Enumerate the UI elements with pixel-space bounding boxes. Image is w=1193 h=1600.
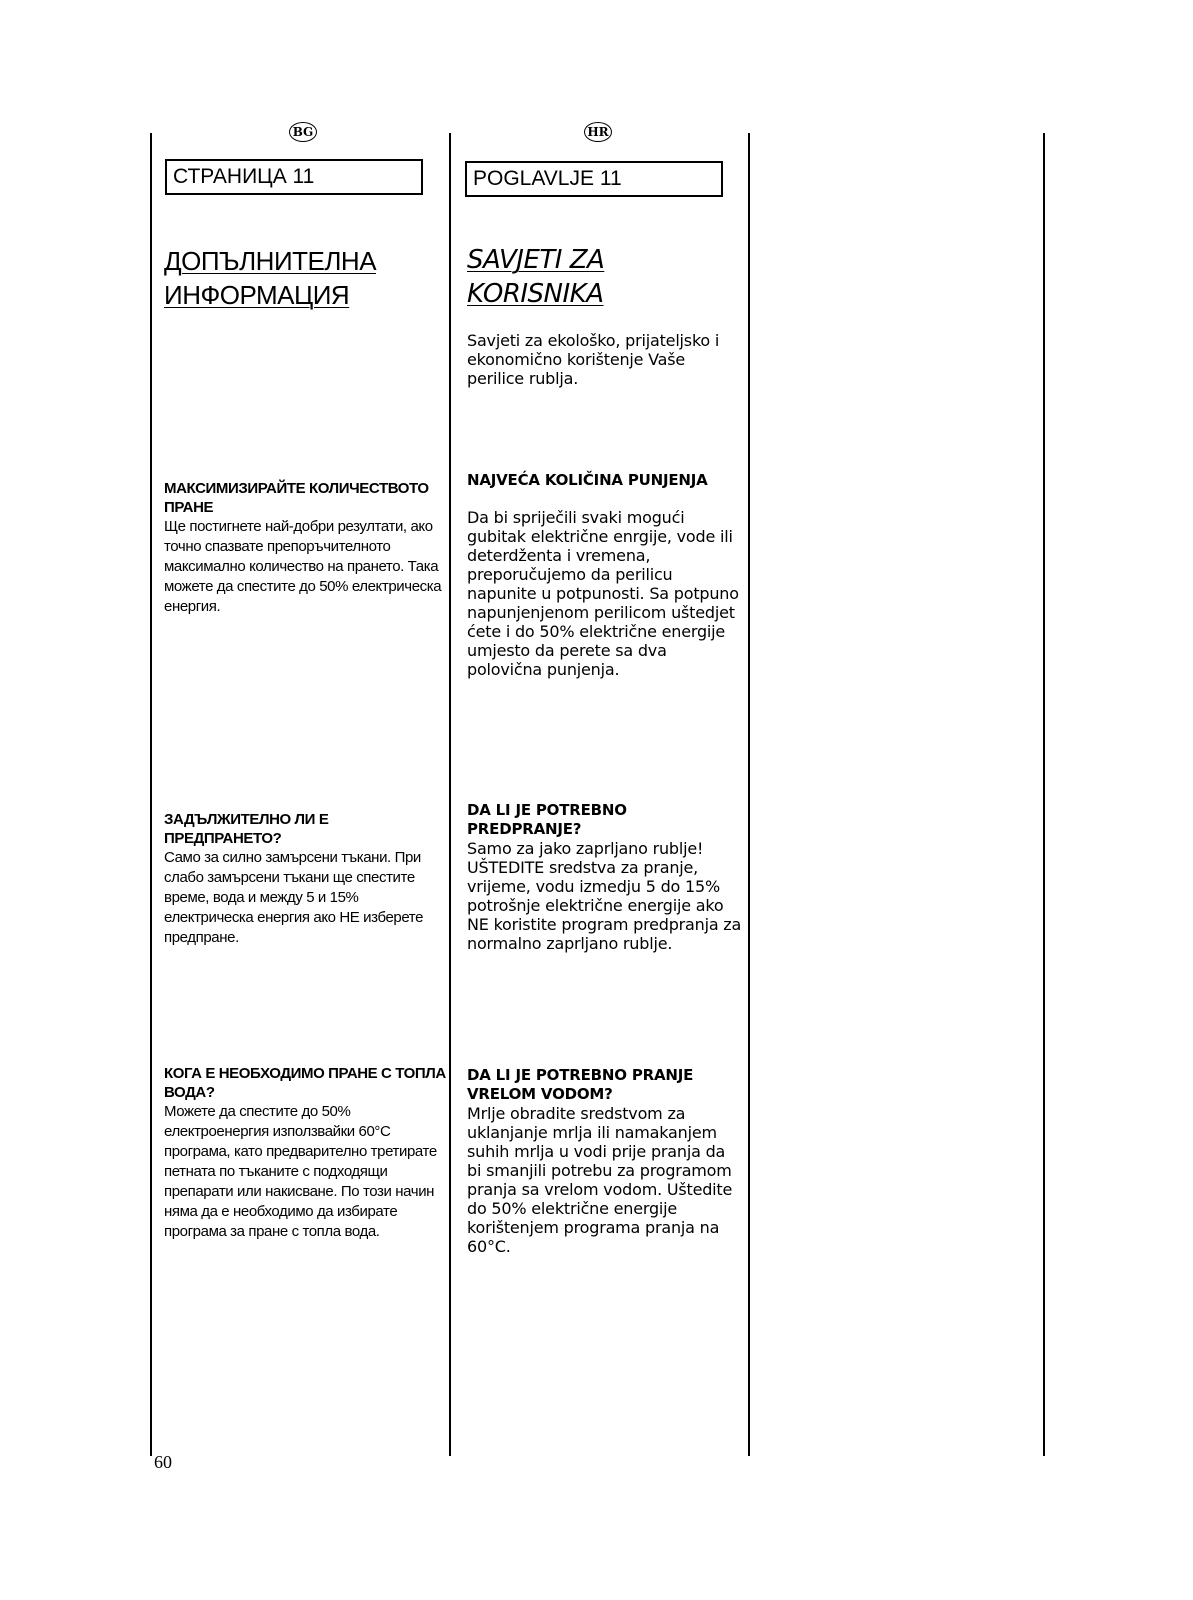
column-rule-3 <box>748 133 750 1456</box>
language-badge-bg: BG <box>289 122 317 142</box>
column-rule-4 <box>1043 133 1045 1456</box>
hr-title-line1: SAVJETI ZA <box>467 245 605 275</box>
hr-section-body: Samo za jako zaprljano rublje! UŠTEDITE sredstva za pranje, vrijeme, vodu izmedju 5 do 15% potrošnje električne energije ako NE koristite program predpranja za normalno zaprljano rublje. <box>467 839 742 953</box>
bg-section-heading: МАКСИМИЗИРАЙТЕ КОЛИЧЕСТВОТО ПРАНЕ <box>164 480 429 516</box>
hr-intro: Savjeti za ekološko, prijateljsko i ekonomično korištenje Vaše perilice rublja. <box>467 331 720 388</box>
chapter-box-bg: СТРАНИЦА 11 <box>165 159 423 195</box>
column-rule-1 <box>150 133 152 1456</box>
bg-section-hot-wash <box>164 1064 446 1242</box>
hr-section-heading: NAJVEĆA KOLIČINA PUNJENJA <box>467 471 708 489</box>
bg-section-body: Можете да спестите до 50% електроенергия използвайки 60°C програма, като предварително третирате петната по тъканите с подходящи препарати или накисване. По този начин няма да е необходимо да избирате програма за пране с топла вода. <box>164 1103 437 1240</box>
hr-section-prewash <box>467 801 743 953</box>
hr-section-heading: DA LI JE POTREBNO PREDPRANJE? <box>467 801 627 838</box>
bg-title-line2: ИНФОРМАЦИЯ <box>164 280 350 310</box>
column-rule-2 <box>449 133 451 1456</box>
hr-section-max-load <box>467 471 743 679</box>
chapter-box-hr: POGLAVLJE 11 <box>465 161 723 197</box>
bg-section-heading: ЗАДЪЛЖИТЕЛНО ЛИ Е ПРЕДПРАНЕТО? <box>164 811 329 847</box>
bg-section-max-load <box>164 479 446 617</box>
bg-section-body: Само за силно замърсени тъкани. При слабо замърсени тъкани ще спестите време, вода и между 5 и 15% електрическа енергия ако НЕ изберете предпране. <box>164 849 424 946</box>
hr-title-line2: KORISNIKA <box>467 279 604 309</box>
bg-title <box>164 244 446 312</box>
hr-title <box>467 243 749 311</box>
hr-section-heading: DA LI JE POTREBNO PRANJE VRELOM VODOM? <box>467 1066 694 1103</box>
language-badge-hr: HR <box>584 122 612 142</box>
bg-section-prewash <box>164 810 446 948</box>
page-number: 60 <box>154 1452 172 1472</box>
bg-title-line1: ДОПЪЛНИТЕЛНА <box>164 246 377 276</box>
bg-section-heading: КОГА Е НЕОБХОДИМО ПРАНЕ С ТОПЛА ВОДА? <box>164 1065 446 1101</box>
bg-section-body: Ще постигнете най-добри резултати, ако точно спазвате препоръчителното максимално количество на прането. Така можете да спестите до 50% електрическа енергия. <box>164 518 442 615</box>
hr-section-body: Da bi spriječili svaki mogući gubitak električne enrgije, vode ili deterdženta i vremena, preporučujemo da perilicu napunite u potpunosti. Sa potpuno napunjenjenom perilicom uštedjet ćete i do 50% električne energije umjesto da perete sa dva polovična punjenja. <box>467 508 739 679</box>
hr-section-body: Mrlje obradite sredstvom za uklanjanje mrlja ili namakanjem suhih mrlja u vodi prije pranja da bi smanjili potrebu za programom pranja sa vrelom vodom. Uštedite do 50% električne energije korištenjem programa pranja na 60°C. <box>467 1104 733 1256</box>
hr-section-hot-wash <box>467 1066 743 1256</box>
